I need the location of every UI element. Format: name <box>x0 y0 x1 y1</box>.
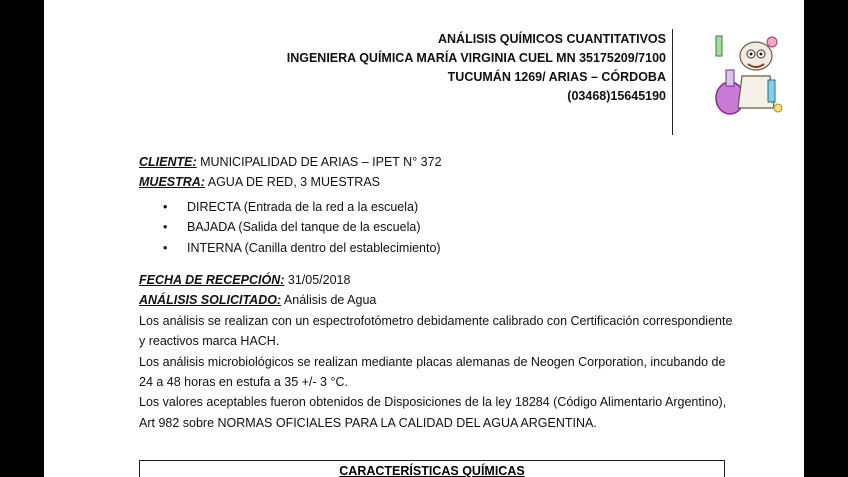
reception-line <box>139 270 739 290</box>
sample-label: MUESTRA: <box>139 175 205 190</box>
reception-value: 31/05/2018 <box>284 273 351 288</box>
client-line <box>139 152 739 172</box>
sample-list <box>139 197 739 258</box>
bullet: • <box>163 199 168 214</box>
analysis-label: ANÁLISIS SOLICITADO: <box>139 293 282 308</box>
list-item <box>163 238 739 258</box>
header-divider <box>672 29 673 135</box>
bullet: • <box>163 220 168 235</box>
document-page <box>44 0 804 477</box>
client-label: CLIENTE: <box>139 155 197 169</box>
client-value: MUNICIPALIDAD DE ARIAS – IPET N° 372 <box>196 155 442 169</box>
sample-line <box>139 172 739 192</box>
report-body <box>139 152 739 433</box>
letterhead-title: ANÁLISIS QUÍMICOS CUANTITATIVOS <box>437 32 666 46</box>
bullet: • <box>163 240 168 255</box>
chemist-logo <box>708 28 786 124</box>
list-item-text: BAJADA (Salida del tanque de la escuela) <box>187 220 421 235</box>
table-title: CARACTERÍSTICAS QUÍMICAS <box>339 464 525 477</box>
paragraph: Los análisis se realizan con un espectrofotómetro debidamente calibrado con Certificación correspondiente y reactivos marca HACH. <box>139 313 733 349</box>
letterhead <box>287 30 666 106</box>
letterhead-phone: (03468)15645190 <box>567 89 666 103</box>
chemical-table <box>139 460 725 477</box>
reception-label: FECHA DE RECEPCIÓN: <box>139 273 285 288</box>
list-item <box>163 197 739 217</box>
sample-value: AGUA DE RED, 3 MUESTRAS <box>204 175 381 190</box>
paragraph: Los valores aceptables fueron obtenidos de Disposiciones de la ley 18284 (Código Alimentario Argentino), Art 982 sobre NORMAS OFICIALES PARA LA CALIDAD DEL AGUA ARGENTINA. <box>139 395 727 430</box>
list-item-text: DIRECTA (Entrada de la red a la escuela) <box>187 199 419 214</box>
letterhead-address: TUCUMÁN 1269/ ARIAS – CÓRDOBA <box>447 70 666 84</box>
analysis-value: Análisis de Agua <box>281 293 377 308</box>
paragraph: Los análisis microbiológicos se realizan mediante placas alemanas de Neogen Corporation, incubando de 24 a 48 horas en estufa a 35 +/- 3 °C. <box>139 354 726 390</box>
analysis-line <box>139 290 739 310</box>
letterhead-name: INGENIERA QUÍMICA MARÍA VIRGINIA CUEL MN 35175209/7100 <box>286 51 666 65</box>
list-item <box>163 217 739 237</box>
list-item-text: INTERNA (Canilla dentro del establecimiento) <box>187 240 441 255</box>
